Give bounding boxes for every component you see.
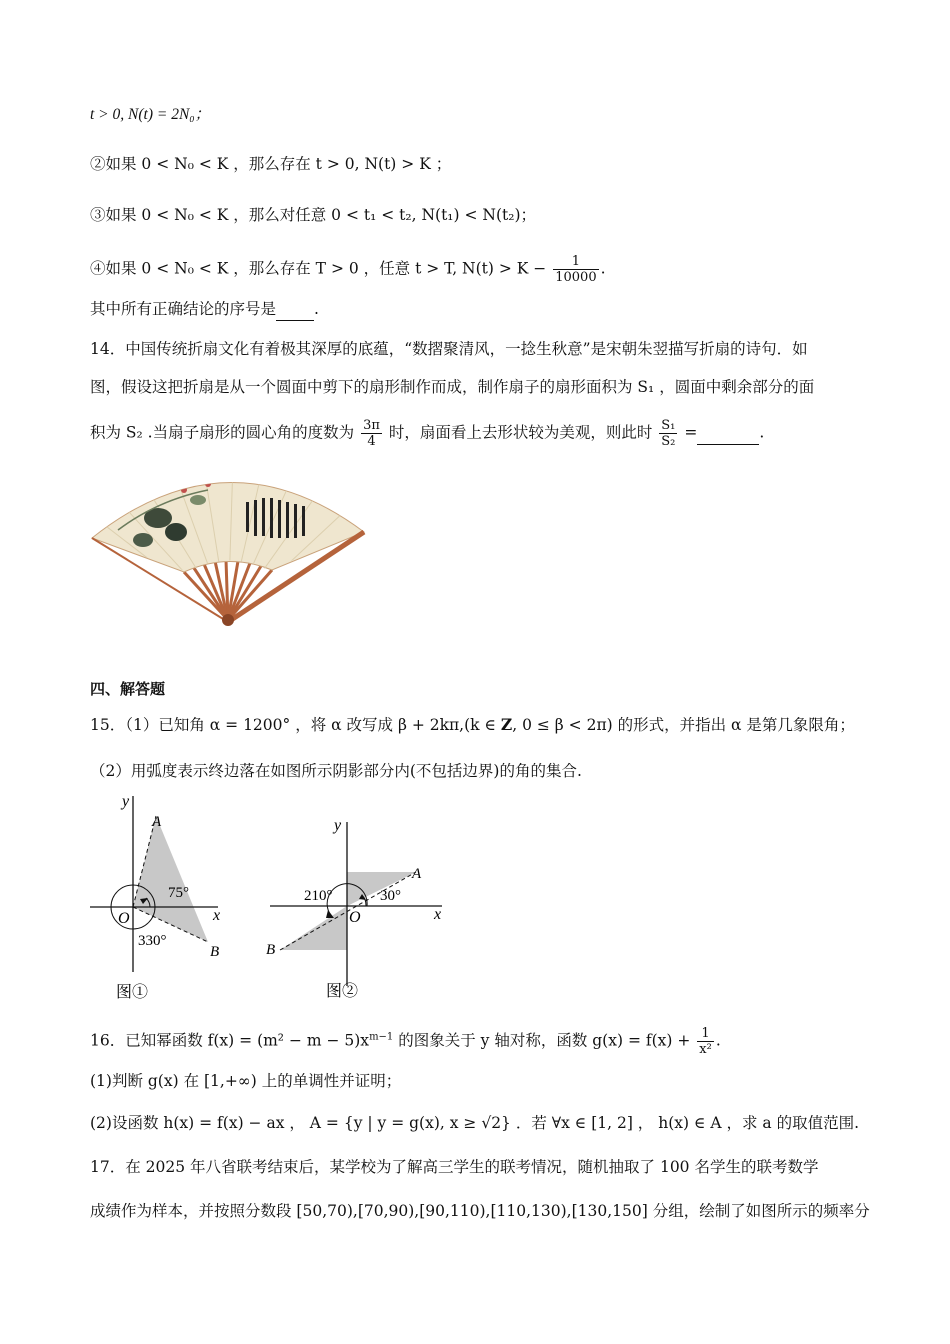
label-origin: O — [349, 909, 361, 926]
condition-line-4: ④如果 0 < N₀ < K ，那么存在 T > 0 ，任意 t > T, N(t) > K − $\frac{1}{10000}$ . — [90, 254, 606, 285]
label-b: B — [210, 944, 220, 960]
q16-line-2: (1)判断 g(x) 在 [1,+∞) 上的单调性并证明； — [90, 1072, 402, 1090]
q15-line-2: （2）用弧度表示终边落在如图所示阴影部分内(不包括边界)的角的集合. — [90, 762, 582, 780]
label-x: x — [213, 907, 221, 924]
figure-1 — [88, 792, 248, 1004]
label-y: y — [334, 817, 342, 834]
angle-label-330: 330° — [138, 933, 167, 949]
angle-label-30: 30° — [380, 888, 401, 904]
q14-line-3: 积为 S₂ .当扇子扇形的圆心角的度数为 $\frac{3\pi}{4}$ 时，扇面看上去形状较为美观，则此时 $\frac{\text{S₁}}{\text{S₂}}$ = . — [90, 418, 765, 449]
folding-fan-image — [88, 460, 368, 628]
label-x: x — [434, 906, 442, 923]
answer-blank — [697, 422, 759, 445]
condition-line-2: ②如果 0 < N₀ < K ，那么存在 t > 0, N(t) > K ； — [90, 155, 452, 173]
angle-label-75: 75° — [168, 885, 189, 901]
answer-prompt: 其中所有正确结论的序号是 . — [90, 298, 319, 321]
figure-2 — [262, 806, 457, 1006]
condition-line-1: t > 0, N(t) = 2N₀； — [90, 106, 211, 123]
fraction-1-x2: $\frac{1}{\text{x²}}$ — [699, 1026, 712, 1057]
label-b: B — [266, 942, 276, 958]
section-heading: 四、解答题 — [90, 680, 166, 698]
answer-blank — [276, 298, 314, 321]
q16-line-1: 16．已知幂函数 $f(x) = (m^2 - m - 5)x^{m-1}$ 的图象关于 y 轴对称，函数 g(x) = f(x) + $\frac{1}{\text{x²}}$ . — [90, 1026, 721, 1057]
condition-line-3: ③如果 0 < N₀ < K ，那么对任意 0 < t₁ < t₂, N(t₁) < N(t₂)； — [90, 206, 537, 224]
arrow-icon — [326, 910, 334, 918]
fraction-3pi-4: $\frac{3\pi}{4}$ — [363, 418, 380, 449]
angle-label-210: 210° — [304, 888, 333, 904]
q17-line-1: 17．在 2025 年八省联考结束后，某学校为了解高三学生的联考情况，随机抽取了 100 名学生的联考数学 — [90, 1158, 819, 1176]
fraction: $\frac{1}{10000}$ — [555, 254, 597, 285]
label-a: A — [152, 814, 162, 830]
shaded-region — [133, 816, 208, 942]
q14-line-1: 14．中国传统折扇文化有着极其深厚的底蕴，“数摺聚清风，一捻生秋意”是宋朝朱翌描写折扇的诗句．如 — [90, 340, 808, 358]
shaded-region-lower — [280, 906, 347, 950]
figure-2-caption: 图② — [326, 983, 359, 1000]
label-origin: O — [118, 910, 130, 927]
label-y: y — [122, 793, 130, 810]
q17-line-2: 成绩作为样本，并按照分数段 [50,70),[70,90),[90,110),[110,130),[130,150] 分组，绘制了如图所示的频率分 — [90, 1202, 870, 1220]
q14-line-2: 图，假设这把折扇是从一个圆面中剪下的扇形制作而成，制作扇子的扇形面积为 S₁ ，圆面中剩余部分的面 — [90, 378, 815, 396]
figure-1-caption: 图① — [116, 984, 149, 1001]
label-a: A — [412, 866, 422, 882]
q15-line-1: 15．（1）已知角 α = 1200° ，将 α 改写成 β + 2kπ,(k ∈ Z, 0 ≤ β < 2π) 的形式，并指出 α 是第几象限角； — [90, 715, 855, 734]
fraction-s1-s2: $\frac{\text{S₁}}{\text{S₂}}$ — [661, 418, 676, 449]
q16-line-3: (2)设函数 h(x) = f(x) − ax ， A = {y | y = g(x), x ≥ √2} ．若 ∀x ∈ [1, 2] ， h(x) ∈ A ，求 a 的取值范围. — [90, 1114, 860, 1132]
